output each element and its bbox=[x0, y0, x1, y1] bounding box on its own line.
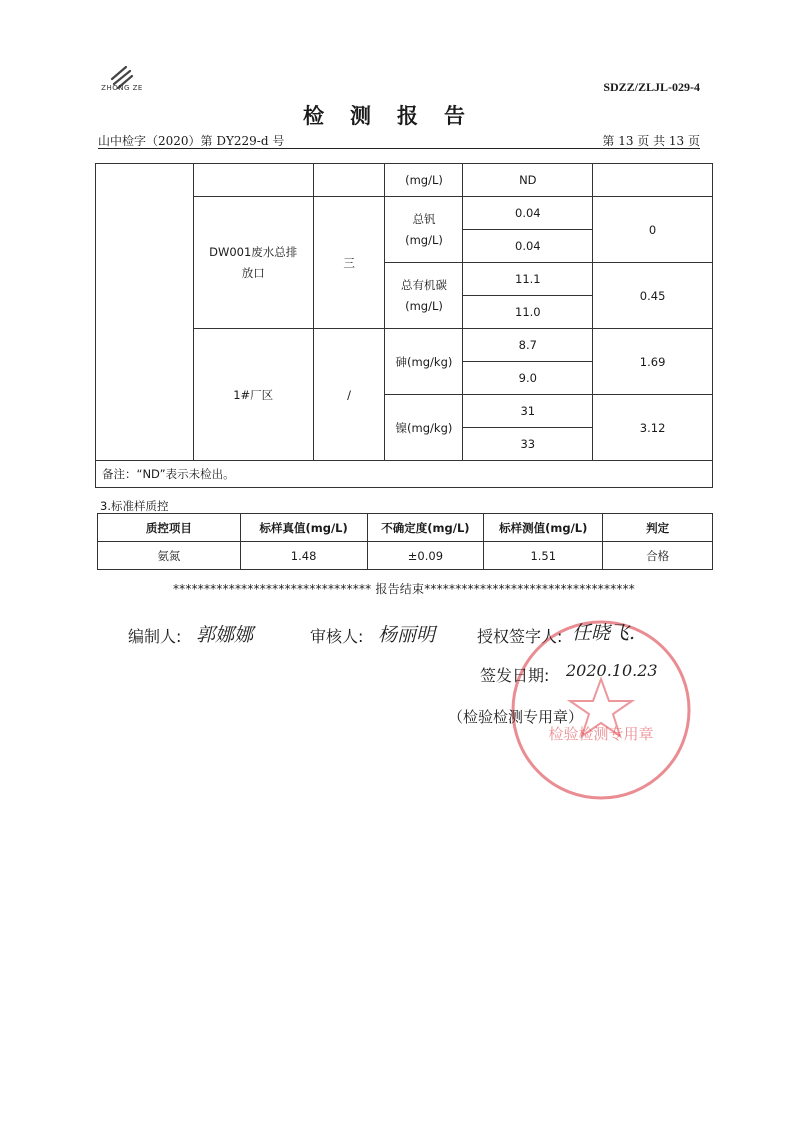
table-cell bbox=[193, 164, 313, 197]
location-cell: DW001废水总排放口 bbox=[193, 197, 313, 329]
column-header: 标样真值(mg/L) bbox=[240, 514, 367, 542]
item-cell: 镍(mg/kg) bbox=[385, 395, 463, 461]
reviewer-signature: 杨丽明 bbox=[378, 624, 436, 646]
document-code: SDZZ/ZLJL-029-4 bbox=[603, 80, 700, 94]
seal-label: （检验检测专用章） bbox=[448, 708, 584, 726]
reviewer-label: 审核人: bbox=[310, 627, 364, 646]
issue-date-label: 签发日期: bbox=[480, 666, 550, 685]
issue-date: 2020.10.23 bbox=[566, 661, 658, 680]
column-header: 不确定度(mg/L) bbox=[367, 514, 484, 542]
value-cell: 11.0 bbox=[463, 296, 593, 329]
table-cell: 合格 bbox=[603, 542, 713, 570]
table-cell: ND bbox=[463, 164, 593, 197]
table-cell: 氨氮 bbox=[98, 542, 241, 570]
section-title: 3.标准样质控 bbox=[100, 499, 169, 513]
value-cell: 0.04 bbox=[463, 230, 593, 263]
value-cell: 33 bbox=[463, 428, 593, 461]
deviation-cell: 1.69 bbox=[593, 329, 713, 395]
category-cell: 三 bbox=[313, 197, 385, 329]
value-cell: 9.0 bbox=[463, 362, 593, 395]
page-info: 第 13 页 共 13 页 bbox=[602, 134, 700, 148]
value-cell: 31 bbox=[463, 395, 593, 428]
qc-table bbox=[97, 513, 713, 570]
table-cell bbox=[593, 164, 713, 197]
table-cell bbox=[96, 164, 194, 461]
remark-cell: 备注：“ND”表示未检出。 bbox=[96, 461, 713, 488]
table-row bbox=[96, 461, 713, 488]
deviation-cell: 3.12 bbox=[593, 395, 713, 461]
table-cell: ±0.09 bbox=[367, 542, 484, 570]
header-divider bbox=[98, 148, 700, 149]
editor-signature: 郭娜娜 bbox=[196, 624, 254, 646]
company-logo-icon bbox=[100, 58, 144, 98]
editor-label: 编制人: bbox=[128, 627, 182, 646]
column-header: 判定 bbox=[603, 514, 713, 542]
table-row bbox=[96, 164, 713, 197]
results-table bbox=[95, 163, 713, 488]
authorizer-signature: 任晓飞. bbox=[572, 622, 636, 644]
deviation-cell: 0.45 bbox=[593, 263, 713, 329]
value-cell: 0.04 bbox=[463, 197, 593, 230]
value-cell: 8.7 bbox=[463, 329, 593, 362]
item-cell: 总有机碳(mg/L) bbox=[385, 263, 463, 329]
column-header: 质控项目 bbox=[98, 514, 241, 542]
table-cell: (mg/L) bbox=[385, 164, 463, 197]
report-end-line: ******************************** 报告结束********************************** bbox=[172, 582, 635, 596]
category-cell: / bbox=[313, 329, 385, 461]
item-cell: 总钒(mg/L) bbox=[385, 197, 463, 263]
page-title: 检测报告 bbox=[303, 103, 491, 128]
authorizer-label: 授权签字人: bbox=[477, 627, 563, 646]
column-header: 标样测值(mg/L) bbox=[484, 514, 603, 542]
table-header-row bbox=[98, 514, 713, 542]
table-cell: 1.48 bbox=[240, 542, 367, 570]
stamp-text: 检验检测专用章 bbox=[548, 725, 654, 743]
logo-text: ZHONG ZE bbox=[101, 84, 143, 92]
table-cell: 1.51 bbox=[484, 542, 603, 570]
deviation-cell: 0 bbox=[593, 197, 713, 263]
location-cell: 1#厂区 bbox=[193, 329, 313, 461]
report-number: 山中检字（2020）第 DY229-d 号 bbox=[98, 134, 285, 148]
table-cell bbox=[313, 164, 385, 197]
table-row bbox=[98, 542, 713, 570]
value-cell: 11.1 bbox=[463, 263, 593, 296]
item-cell: 砷(mg/kg) bbox=[385, 329, 463, 395]
